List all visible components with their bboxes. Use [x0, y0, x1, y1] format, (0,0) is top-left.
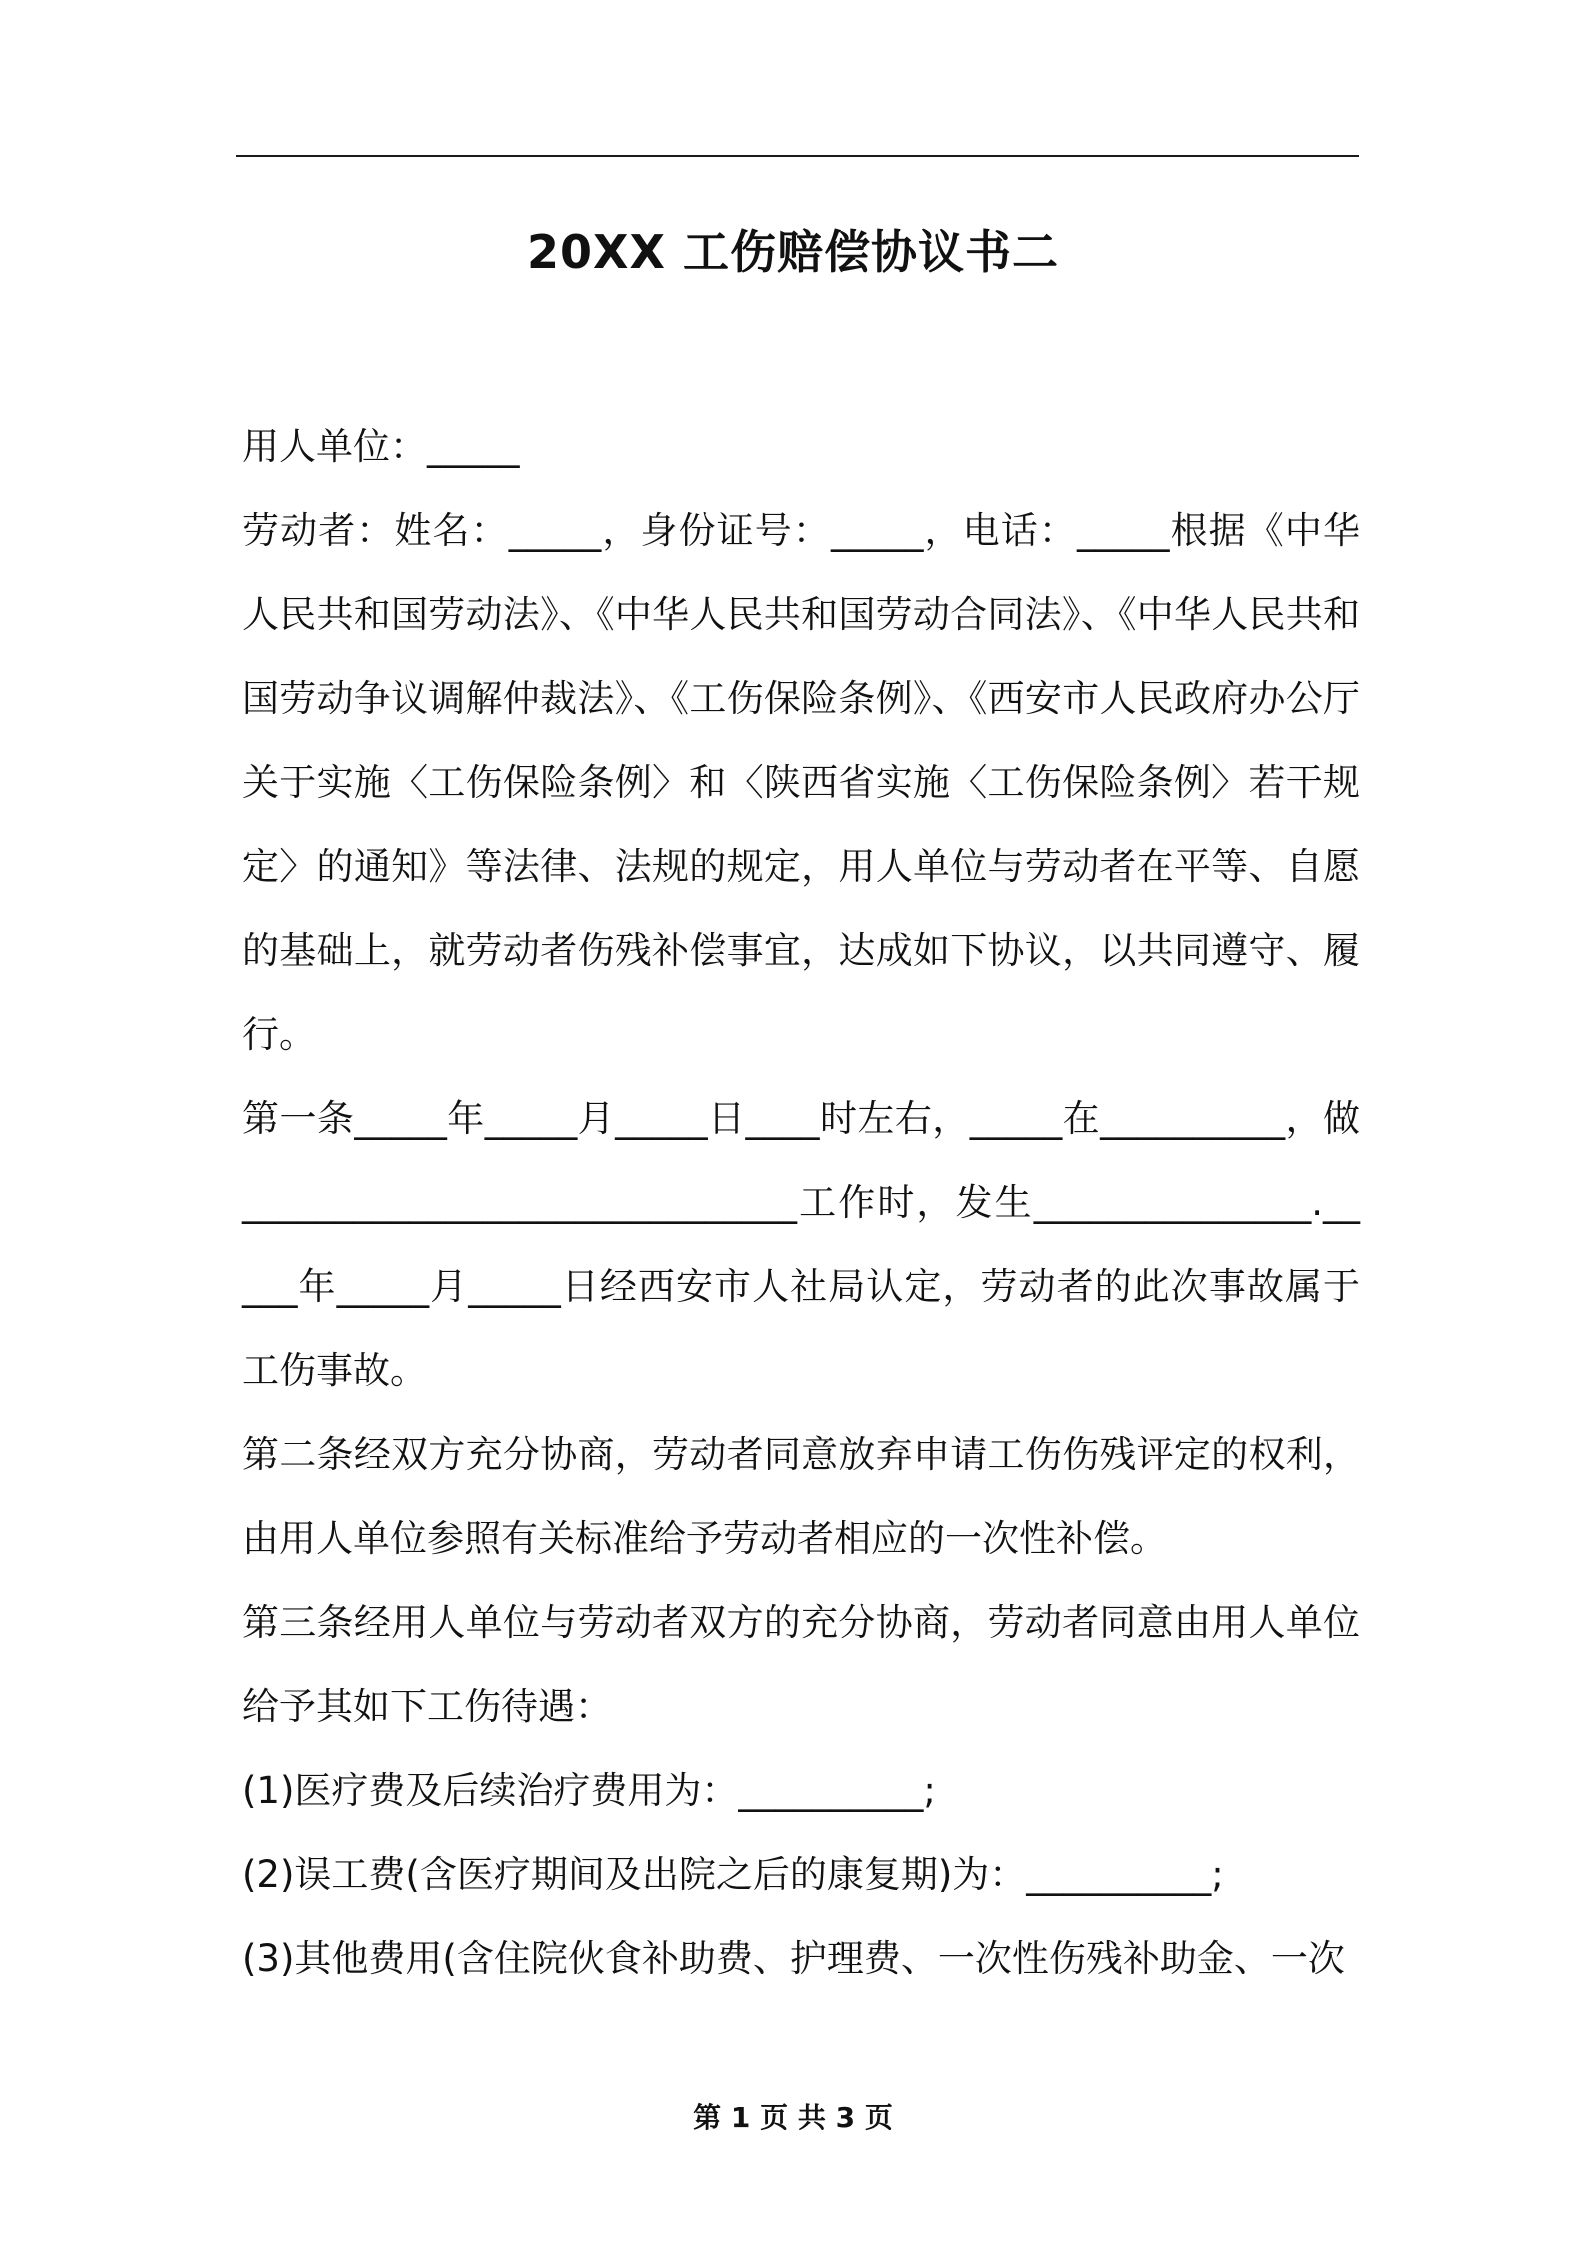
paragraph-employer: 用人单位：_____: [242, 425, 520, 468]
header-rule: [236, 155, 1359, 157]
paragraph-item-3: (3)其他费用(含住院伙食补助费、护理费、一次性伤残补助金、一次: [242, 1937, 1345, 1980]
paragraph-item-1: (1)医疗费及后续治疗费用为：__________;: [242, 1769, 936, 1812]
paragraph-article-2: 第二条经双方充分协商，劳动者同意放弃申请工伤伤残评定的权利，由用人单位参照有关标准给予劳动者相应的一次性补偿。: [242, 1433, 1360, 1560]
paragraph-article-1: 第一条_____年_____月_____日____时左右，_____在__________，做______________________________工作时，发生_______________._____年_____月_____日经西安市人社局认定，劳动者的此次事故属于工伤事故。: [242, 1097, 1360, 1392]
page-number-footer: 第 1 页 共 3 页: [693, 2101, 893, 2134]
paragraph-item-2: (2)误工费(含医疗期间及出院之后的康复期)为：__________;: [242, 1853, 1224, 1896]
document-title: 20XX 工伤赔偿协议书二: [527, 225, 1059, 279]
document-body: [242, 405, 1360, 2001]
paragraph-article-3: 第三条经用人单位与劳动者双方的充分协商，劳动者同意由用人单位给予其如下工伤待遇：: [242, 1601, 1360, 1728]
paragraph-worker-legal-basis: 劳动者：姓名：_____，身份证号：_____，电话：_____根据《中华人民共和国劳动法》、《中华人民共和国劳动合同法》、《中华人民共和国劳动争议调解仲裁法》、《工伤保险条例》、《西安市人民政府办公厅关于实施〈工伤保险条例〉和〈陕西省实施〈工伤保险条例〉若干规定〉的通知》等法律、法规的规定，用人单位与劳动者在平等、自愿的基础上，就劳动者伤残补偿事宜，达成如下协议，以共同遵守、履行。: [242, 509, 1360, 1056]
